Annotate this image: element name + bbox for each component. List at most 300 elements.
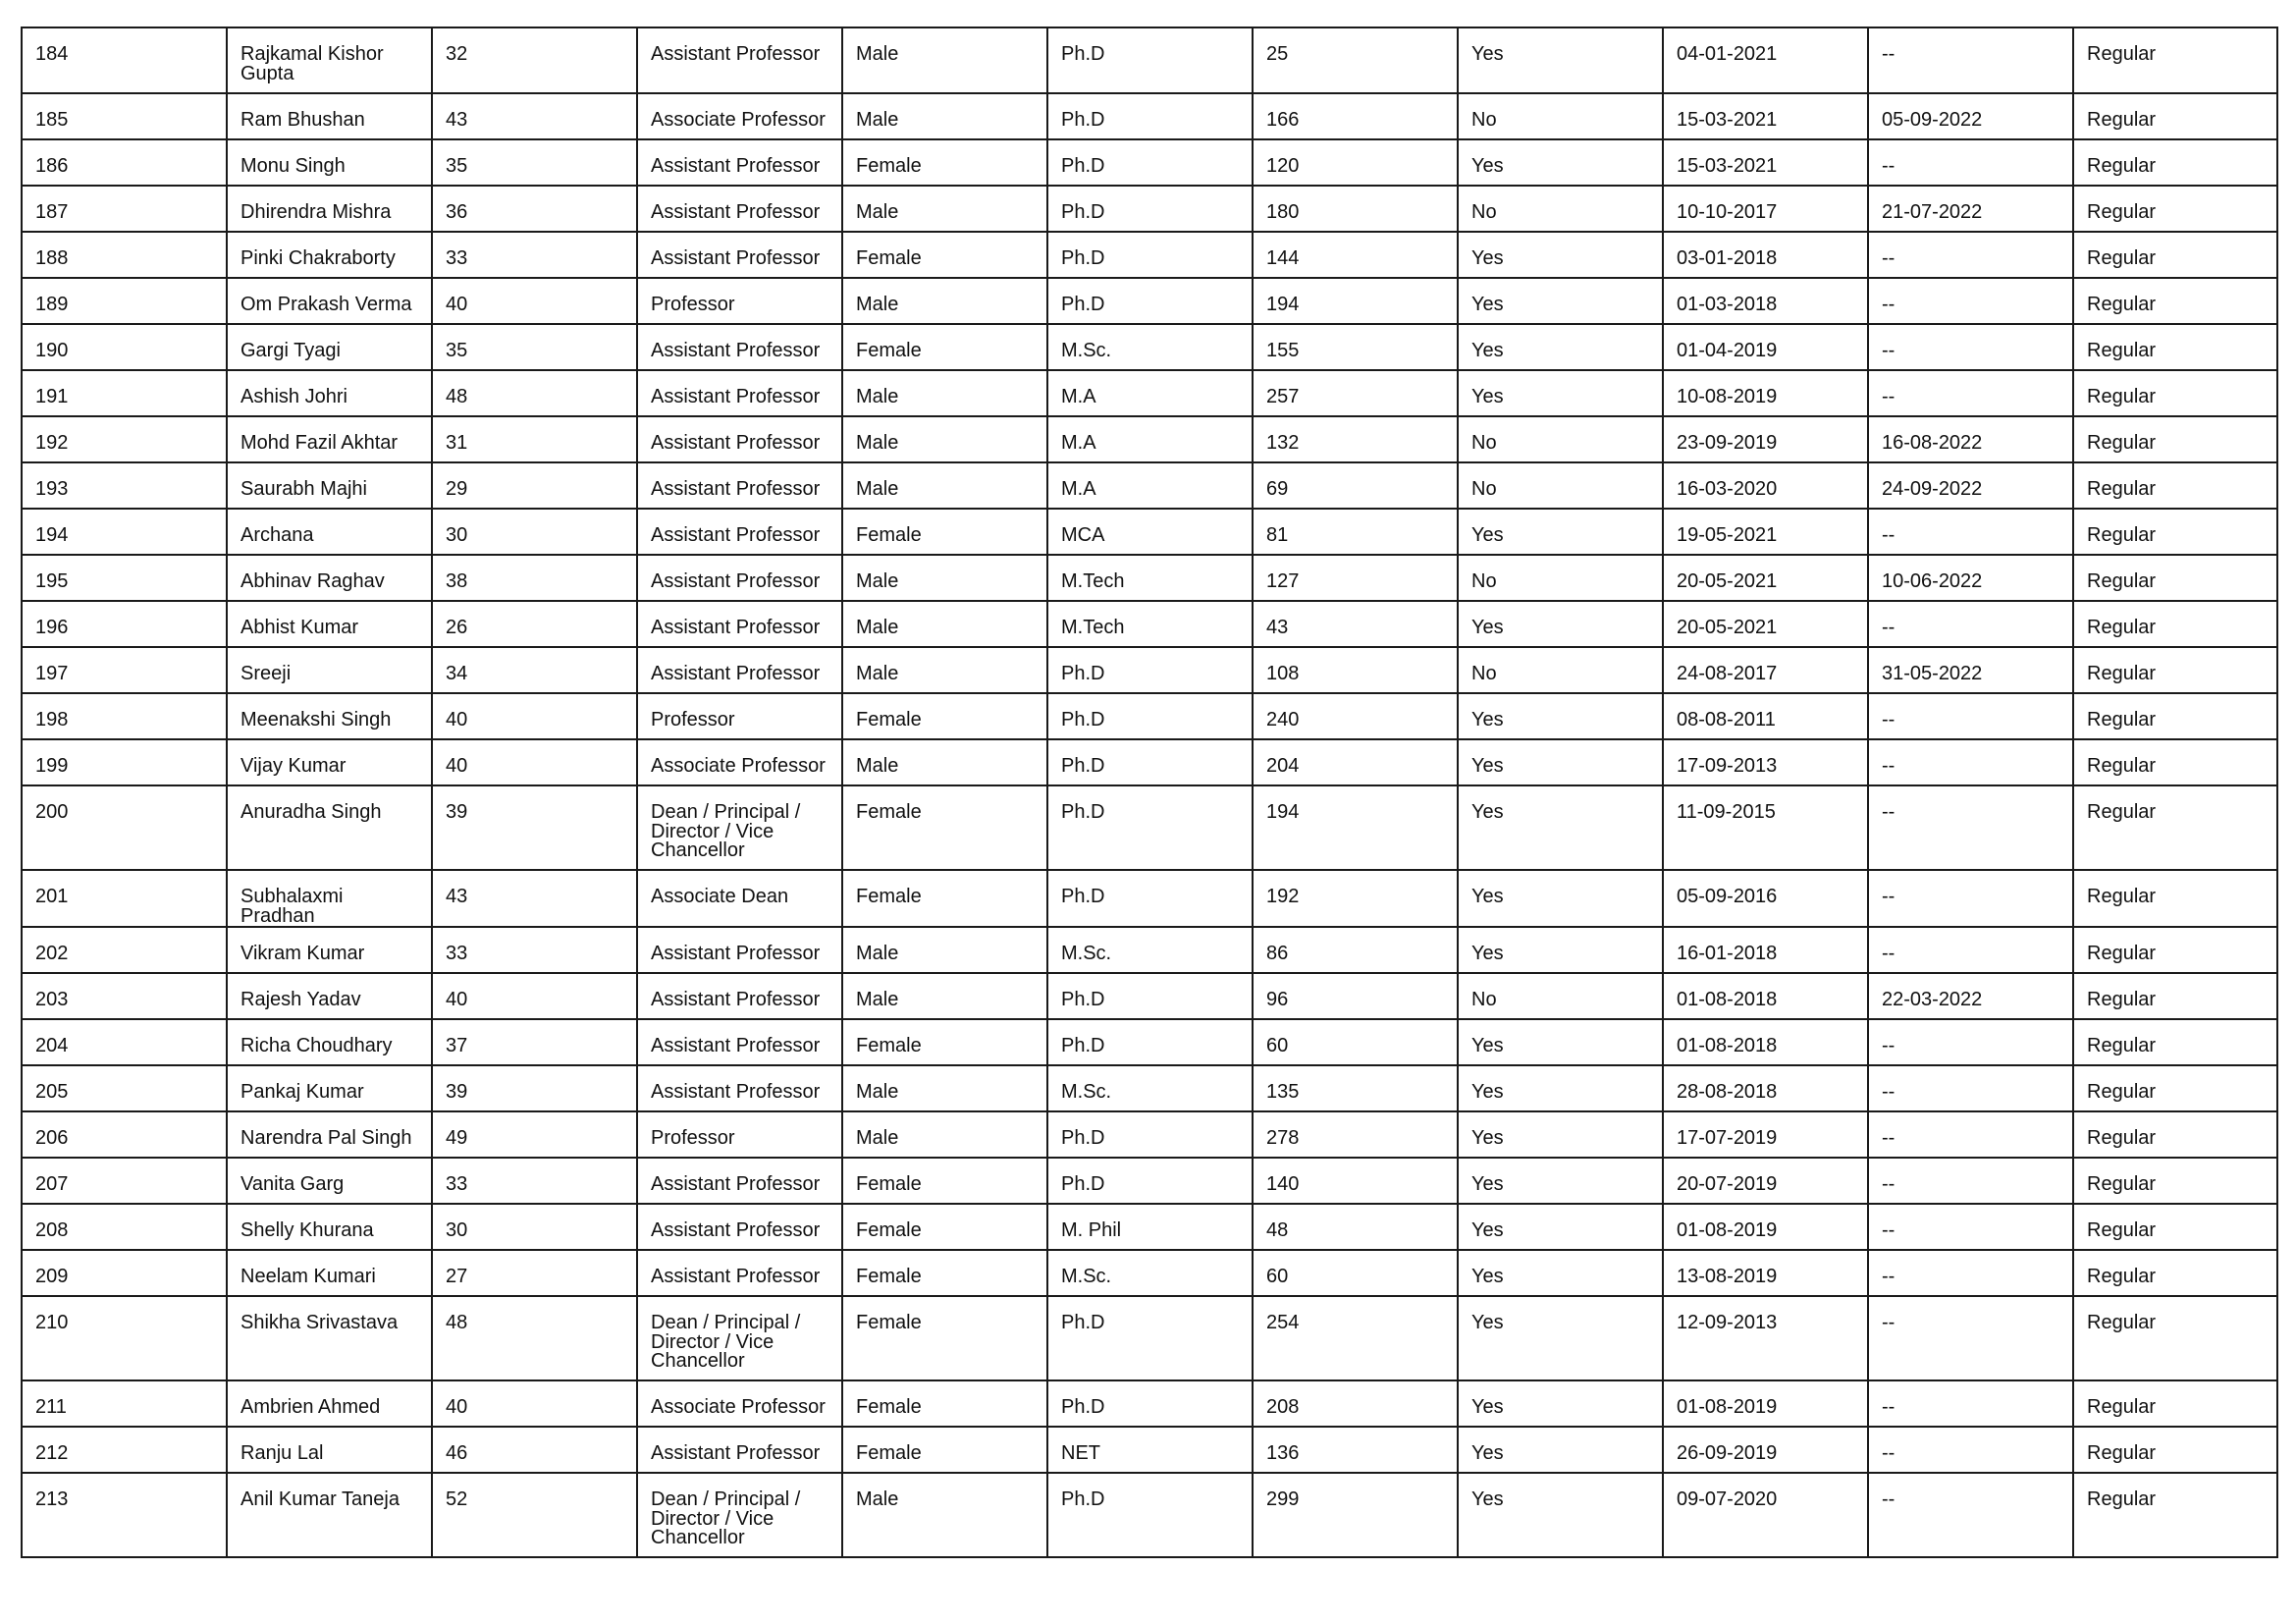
table-row	[22, 1380, 2277, 1427]
cell-qualification: Ph.D	[1047, 693, 1253, 739]
cell-faculty-name: Monu Singh	[227, 139, 432, 186]
cell-age: 37	[432, 1019, 637, 1065]
cell-designation: Assistant Professor	[637, 232, 842, 278]
cell-experience: 208	[1253, 1380, 1458, 1427]
cell-gender: Male	[842, 601, 1047, 647]
cell-gender: Female	[842, 324, 1047, 370]
cell-joining-date: 23-09-2019	[1663, 416, 1868, 462]
cell-qualification: M.Sc.	[1047, 1065, 1253, 1111]
cell-faculty-name: Rajkamal Kishor Gupta	[227, 27, 432, 93]
cell-experience: 120	[1253, 139, 1458, 186]
cell-designation: Assistant Professor	[637, 509, 842, 555]
cell-leaving-date: --	[1868, 601, 2073, 647]
cell-age: 40	[432, 693, 637, 739]
cell-qualification: Ph.D	[1047, 785, 1253, 870]
cell-designation: Assistant Professor	[637, 1019, 842, 1065]
cell-faculty-name: Ram Bhushan	[227, 93, 432, 139]
cell-serial-number: 184	[22, 27, 227, 93]
cell-currently-working: Yes	[1458, 739, 1663, 785]
cell-joining-date: 03-01-2018	[1663, 232, 1868, 278]
cell-leaving-date: --	[1868, 27, 2073, 93]
cell-faculty-name: Meenakshi Singh	[227, 693, 432, 739]
cell-joining-date: 01-03-2018	[1663, 278, 1868, 324]
cell-appointment-nature: Regular	[2073, 462, 2277, 509]
cell-age: 34	[432, 647, 637, 693]
cell-qualification: M.Sc.	[1047, 927, 1253, 973]
cell-faculty-name: Om Prakash Verma	[227, 278, 432, 324]
cell-serial-number: 196	[22, 601, 227, 647]
cell-experience: 155	[1253, 324, 1458, 370]
cell-appointment-nature: Regular	[2073, 1019, 2277, 1065]
cell-currently-working: No	[1458, 416, 1663, 462]
cell-designation: Assistant Professor	[637, 1204, 842, 1250]
cell-leaving-date: --	[1868, 1111, 2073, 1158]
cell-age: 33	[432, 927, 637, 973]
cell-currently-working: Yes	[1458, 927, 1663, 973]
cell-appointment-nature: Regular	[2073, 739, 2277, 785]
cell-leaving-date: --	[1868, 1473, 2073, 1557]
cell-appointment-nature: Regular	[2073, 278, 2277, 324]
cell-designation: Associate Professor	[637, 1380, 842, 1427]
cell-gender: Male	[842, 739, 1047, 785]
cell-appointment-nature: Regular	[2073, 693, 2277, 739]
cell-leaving-date: --	[1868, 139, 2073, 186]
cell-appointment-nature: Regular	[2073, 186, 2277, 232]
cell-joining-date: 17-07-2019	[1663, 1111, 1868, 1158]
cell-currently-working: Yes	[1458, 693, 1663, 739]
cell-leaving-date: 05-09-2022	[1868, 93, 2073, 139]
cell-currently-working: Yes	[1458, 1427, 1663, 1473]
cell-serial-number: 208	[22, 1204, 227, 1250]
cell-faculty-name: Archana	[227, 509, 432, 555]
cell-qualification: M.Sc.	[1047, 324, 1253, 370]
cell-faculty-name: Shelly Khurana	[227, 1204, 432, 1250]
cell-gender: Male	[842, 416, 1047, 462]
cell-qualification: M.Tech	[1047, 555, 1253, 601]
cell-appointment-nature: Regular	[2073, 232, 2277, 278]
cell-faculty-name: Gargi Tyagi	[227, 324, 432, 370]
cell-joining-date: 20-05-2021	[1663, 555, 1868, 601]
cell-leaving-date: --	[1868, 1250, 2073, 1296]
cell-currently-working: Yes	[1458, 370, 1663, 416]
cell-qualification: Ph.D	[1047, 27, 1253, 93]
table-row	[22, 232, 2277, 278]
cell-designation: Assistant Professor	[637, 1065, 842, 1111]
cell-appointment-nature: Regular	[2073, 27, 2277, 93]
cell-age: 43	[432, 93, 637, 139]
cell-designation: Assistant Professor	[637, 1250, 842, 1296]
cell-joining-date: 28-08-2018	[1663, 1065, 1868, 1111]
cell-serial-number: 193	[22, 462, 227, 509]
cell-gender: Female	[842, 509, 1047, 555]
cell-gender: Female	[842, 1204, 1047, 1250]
cell-appointment-nature: Regular	[2073, 416, 2277, 462]
cell-qualification: Ph.D	[1047, 1473, 1253, 1557]
cell-faculty-name: Neelam Kumari	[227, 1250, 432, 1296]
table-row	[22, 462, 2277, 509]
table-row	[22, 370, 2277, 416]
cell-leaving-date: 31-05-2022	[1868, 647, 2073, 693]
cell-serial-number: 201	[22, 870, 227, 927]
cell-experience: 69	[1253, 462, 1458, 509]
cell-designation: Assistant Professor	[637, 27, 842, 93]
cell-joining-date: 24-08-2017	[1663, 647, 1868, 693]
cell-currently-working: Yes	[1458, 232, 1663, 278]
cell-serial-number: 207	[22, 1158, 227, 1204]
cell-experience: 86	[1253, 927, 1458, 973]
cell-gender: Female	[842, 1158, 1047, 1204]
cell-qualification: Ph.D	[1047, 973, 1253, 1019]
cell-experience: 60	[1253, 1250, 1458, 1296]
cell-joining-date: 11-09-2015	[1663, 785, 1868, 870]
cell-age: 39	[432, 785, 637, 870]
cell-appointment-nature: Regular	[2073, 1380, 2277, 1427]
cell-faculty-name: Shikha Srivastava	[227, 1296, 432, 1380]
cell-experience: 192	[1253, 870, 1458, 927]
cell-qualification: Ph.D	[1047, 232, 1253, 278]
table-row	[22, 1250, 2277, 1296]
cell-age: 52	[432, 1473, 637, 1557]
cell-joining-date: 16-03-2020	[1663, 462, 1868, 509]
cell-currently-working: Yes	[1458, 601, 1663, 647]
cell-joining-date: 17-09-2013	[1663, 739, 1868, 785]
cell-currently-working: Yes	[1458, 1019, 1663, 1065]
cell-age: 39	[432, 1065, 637, 1111]
table-row	[22, 27, 2277, 93]
cell-serial-number: 206	[22, 1111, 227, 1158]
cell-experience: 140	[1253, 1158, 1458, 1204]
table-row	[22, 93, 2277, 139]
cell-leaving-date: --	[1868, 1204, 2073, 1250]
table-row	[22, 739, 2277, 785]
cell-serial-number: 185	[22, 93, 227, 139]
cell-appointment-nature: Regular	[2073, 601, 2277, 647]
cell-faculty-name: Rajesh Yadav	[227, 973, 432, 1019]
cell-appointment-nature: Regular	[2073, 1250, 2277, 1296]
cell-currently-working: Yes	[1458, 1065, 1663, 1111]
cell-qualification: Ph.D	[1047, 139, 1253, 186]
cell-appointment-nature: Regular	[2073, 555, 2277, 601]
cell-age: 36	[432, 186, 637, 232]
cell-qualification: M. Phil	[1047, 1204, 1253, 1250]
cell-age: 40	[432, 973, 637, 1019]
cell-age: 46	[432, 1427, 637, 1473]
cell-currently-working: No	[1458, 647, 1663, 693]
cell-faculty-name: Vanita Garg	[227, 1158, 432, 1204]
cell-experience: 257	[1253, 370, 1458, 416]
cell-age: 35	[432, 139, 637, 186]
cell-age: 33	[432, 1158, 637, 1204]
cell-qualification: Ph.D	[1047, 1158, 1253, 1204]
table-row	[22, 927, 2277, 973]
cell-leaving-date: --	[1868, 1158, 2073, 1204]
cell-currently-working: Yes	[1458, 1158, 1663, 1204]
table-row	[22, 870, 2277, 927]
cell-gender: Female	[842, 1427, 1047, 1473]
cell-gender: Male	[842, 973, 1047, 1019]
cell-experience: 25	[1253, 27, 1458, 93]
cell-qualification: Ph.D	[1047, 870, 1253, 927]
cell-age: 26	[432, 601, 637, 647]
cell-experience: 132	[1253, 416, 1458, 462]
cell-serial-number: 187	[22, 186, 227, 232]
cell-qualification: Ph.D	[1047, 739, 1253, 785]
cell-joining-date: 01-08-2018	[1663, 1019, 1868, 1065]
cell-serial-number: 202	[22, 927, 227, 973]
cell-leaving-date: --	[1868, 324, 2073, 370]
cell-faculty-name: Vikram Kumar	[227, 927, 432, 973]
cell-leaving-date: --	[1868, 1019, 2073, 1065]
cell-leaving-date: --	[1868, 870, 2073, 927]
cell-appointment-nature: Regular	[2073, 927, 2277, 973]
cell-gender: Female	[842, 870, 1047, 927]
cell-serial-number: 191	[22, 370, 227, 416]
cell-appointment-nature: Regular	[2073, 324, 2277, 370]
cell-leaving-date: --	[1868, 927, 2073, 973]
cell-faculty-name: Abhist Kumar	[227, 601, 432, 647]
cell-serial-number: 194	[22, 509, 227, 555]
cell-joining-date: 20-05-2021	[1663, 601, 1868, 647]
cell-gender: Male	[842, 462, 1047, 509]
cell-gender: Male	[842, 186, 1047, 232]
cell-appointment-nature: Regular	[2073, 1204, 2277, 1250]
cell-currently-working: Yes	[1458, 1111, 1663, 1158]
cell-serial-number: 211	[22, 1380, 227, 1427]
cell-leaving-date: 21-07-2022	[1868, 186, 2073, 232]
cell-gender: Male	[842, 927, 1047, 973]
table-row	[22, 1065, 2277, 1111]
cell-currently-working: No	[1458, 186, 1663, 232]
cell-joining-date: 15-03-2021	[1663, 139, 1868, 186]
cell-designation: Dean / Principal / Director / Vice Chancellor	[637, 785, 842, 870]
cell-designation: Associate Professor	[637, 93, 842, 139]
cell-appointment-nature: Regular	[2073, 785, 2277, 870]
cell-serial-number: 197	[22, 647, 227, 693]
cell-joining-date: 08-08-2011	[1663, 693, 1868, 739]
table-row	[22, 324, 2277, 370]
cell-leaving-date: 16-08-2022	[1868, 416, 2073, 462]
cell-faculty-name: Anil Kumar Taneja	[227, 1473, 432, 1557]
cell-designation: Assistant Professor	[637, 555, 842, 601]
cell-designation: Dean / Principal / Director / Vice Chancellor	[637, 1473, 842, 1557]
cell-joining-date: 20-07-2019	[1663, 1158, 1868, 1204]
cell-joining-date: 16-01-2018	[1663, 927, 1868, 973]
cell-designation: Assistant Professor	[637, 324, 842, 370]
cell-leaving-date: --	[1868, 1296, 2073, 1380]
cell-designation: Associate Dean	[637, 870, 842, 927]
cell-qualification: M.Sc.	[1047, 1250, 1253, 1296]
cell-joining-date: 15-03-2021	[1663, 93, 1868, 139]
cell-joining-date: 01-08-2019	[1663, 1204, 1868, 1250]
table-row	[22, 1158, 2277, 1204]
cell-designation: Assistant Professor	[637, 927, 842, 973]
cell-gender: Male	[842, 27, 1047, 93]
cell-serial-number: 209	[22, 1250, 227, 1296]
cell-age: 29	[432, 462, 637, 509]
cell-gender: Male	[842, 1473, 1047, 1557]
cell-experience: 136	[1253, 1427, 1458, 1473]
cell-appointment-nature: Regular	[2073, 93, 2277, 139]
cell-currently-working: Yes	[1458, 1250, 1663, 1296]
cell-gender: Male	[842, 278, 1047, 324]
cell-currently-working: Yes	[1458, 870, 1663, 927]
cell-age: 40	[432, 739, 637, 785]
cell-serial-number: 204	[22, 1019, 227, 1065]
cell-qualification: Ph.D	[1047, 1296, 1253, 1380]
cell-experience: 127	[1253, 555, 1458, 601]
cell-designation: Assistant Professor	[637, 647, 842, 693]
table-row	[22, 973, 2277, 1019]
cell-joining-date: 09-07-2020	[1663, 1473, 1868, 1557]
cell-qualification: Ph.D	[1047, 1111, 1253, 1158]
cell-experience: 60	[1253, 1019, 1458, 1065]
cell-gender: Female	[842, 232, 1047, 278]
cell-appointment-nature: Regular	[2073, 1473, 2277, 1557]
cell-faculty-name: Narendra Pal Singh	[227, 1111, 432, 1158]
cell-faculty-name: Sreeji	[227, 647, 432, 693]
cell-leaving-date: --	[1868, 278, 2073, 324]
cell-faculty-name: Richa Choudhary	[227, 1019, 432, 1065]
table-row	[22, 509, 2277, 555]
cell-currently-working: Yes	[1458, 139, 1663, 186]
cell-age: 43	[432, 870, 637, 927]
cell-joining-date: 13-08-2019	[1663, 1250, 1868, 1296]
cell-leaving-date: --	[1868, 232, 2073, 278]
cell-qualification: Ph.D	[1047, 647, 1253, 693]
faculty-table	[21, 27, 2278, 1558]
cell-joining-date: 05-09-2016	[1663, 870, 1868, 927]
cell-appointment-nature: Regular	[2073, 870, 2277, 927]
cell-age: 30	[432, 509, 637, 555]
cell-experience: 43	[1253, 601, 1458, 647]
cell-designation: Dean / Principal / Director / Vice Chancellor	[637, 1296, 842, 1380]
cell-leaving-date: 24-09-2022	[1868, 462, 2073, 509]
table-row	[22, 1111, 2277, 1158]
cell-currently-working: Yes	[1458, 785, 1663, 870]
cell-appointment-nature: Regular	[2073, 647, 2277, 693]
cell-serial-number: 188	[22, 232, 227, 278]
cell-age: 35	[432, 324, 637, 370]
cell-currently-working: Yes	[1458, 278, 1663, 324]
cell-leaving-date: --	[1868, 785, 2073, 870]
cell-leaving-date: --	[1868, 509, 2073, 555]
cell-faculty-name: Pinki Chakraborty	[227, 232, 432, 278]
cell-currently-working: No	[1458, 555, 1663, 601]
cell-gender: Male	[842, 1065, 1047, 1111]
table-row	[22, 1296, 2277, 1380]
cell-leaving-date: --	[1868, 1380, 2073, 1427]
cell-experience: 135	[1253, 1065, 1458, 1111]
cell-leaving-date: --	[1868, 693, 2073, 739]
cell-qualification: MCA	[1047, 509, 1253, 555]
cell-age: 38	[432, 555, 637, 601]
cell-joining-date: 01-08-2018	[1663, 973, 1868, 1019]
cell-faculty-name: Ambrien Ahmed	[227, 1380, 432, 1427]
cell-experience: 144	[1253, 232, 1458, 278]
cell-joining-date: 04-01-2021	[1663, 27, 1868, 93]
cell-qualification: M.A	[1047, 370, 1253, 416]
cell-qualification: Ph.D	[1047, 278, 1253, 324]
cell-faculty-name: Subhalaxmi Pradhan	[227, 870, 432, 927]
cell-age: 48	[432, 1296, 637, 1380]
cell-joining-date: 19-05-2021	[1663, 509, 1868, 555]
cell-currently-working: Yes	[1458, 324, 1663, 370]
cell-gender: Male	[842, 93, 1047, 139]
cell-experience: 108	[1253, 647, 1458, 693]
cell-appointment-nature: Regular	[2073, 370, 2277, 416]
cell-joining-date: 10-08-2019	[1663, 370, 1868, 416]
cell-appointment-nature: Regular	[2073, 1427, 2277, 1473]
table-row	[22, 647, 2277, 693]
cell-designation: Professor	[637, 1111, 842, 1158]
cell-experience: 194	[1253, 278, 1458, 324]
cell-gender: Male	[842, 647, 1047, 693]
cell-qualification: M.A	[1047, 416, 1253, 462]
cell-faculty-name: Saurabh Majhi	[227, 462, 432, 509]
cell-designation: Assistant Professor	[637, 1158, 842, 1204]
cell-currently-working: No	[1458, 93, 1663, 139]
table-row	[22, 601, 2277, 647]
cell-designation: Professor	[637, 693, 842, 739]
table-row	[22, 785, 2277, 870]
cell-faculty-name: Ranju Lal	[227, 1427, 432, 1473]
cell-qualification: M.A	[1047, 462, 1253, 509]
cell-currently-working: Yes	[1458, 1296, 1663, 1380]
cell-experience: 254	[1253, 1296, 1458, 1380]
cell-designation: Assistant Professor	[637, 186, 842, 232]
cell-currently-working: Yes	[1458, 1204, 1663, 1250]
cell-leaving-date: --	[1868, 739, 2073, 785]
cell-experience: 194	[1253, 785, 1458, 870]
cell-currently-working: Yes	[1458, 1473, 1663, 1557]
cell-serial-number: 213	[22, 1473, 227, 1557]
cell-serial-number: 195	[22, 555, 227, 601]
cell-age: 40	[432, 1380, 637, 1427]
cell-qualification: M.Tech	[1047, 601, 1253, 647]
cell-currently-working: Yes	[1458, 509, 1663, 555]
cell-experience: 166	[1253, 93, 1458, 139]
cell-qualification: NET	[1047, 1427, 1253, 1473]
cell-serial-number: 186	[22, 139, 227, 186]
cell-experience: 96	[1253, 973, 1458, 1019]
cell-leaving-date: 10-06-2022	[1868, 555, 2073, 601]
cell-gender: Male	[842, 1111, 1047, 1158]
cell-experience: 204	[1253, 739, 1458, 785]
cell-designation: Assistant Professor	[637, 601, 842, 647]
cell-gender: Male	[842, 370, 1047, 416]
cell-qualification: Ph.D	[1047, 93, 1253, 139]
cell-designation: Assistant Professor	[637, 1427, 842, 1473]
cell-joining-date: 01-08-2019	[1663, 1380, 1868, 1427]
cell-appointment-nature: Regular	[2073, 1065, 2277, 1111]
cell-age: 49	[432, 1111, 637, 1158]
cell-joining-date: 01-04-2019	[1663, 324, 1868, 370]
cell-gender: Female	[842, 139, 1047, 186]
cell-joining-date: 12-09-2013	[1663, 1296, 1868, 1380]
cell-appointment-nature: Regular	[2073, 973, 2277, 1019]
table-row	[22, 1427, 2277, 1473]
cell-age: 32	[432, 27, 637, 93]
cell-qualification: Ph.D	[1047, 1380, 1253, 1427]
cell-age: 30	[432, 1204, 637, 1250]
cell-appointment-nature: Regular	[2073, 1296, 2277, 1380]
cell-currently-working: Yes	[1458, 27, 1663, 93]
cell-designation: Professor	[637, 278, 842, 324]
cell-serial-number: 200	[22, 785, 227, 870]
cell-serial-number: 189	[22, 278, 227, 324]
table-row	[22, 693, 2277, 739]
cell-experience: 299	[1253, 1473, 1458, 1557]
